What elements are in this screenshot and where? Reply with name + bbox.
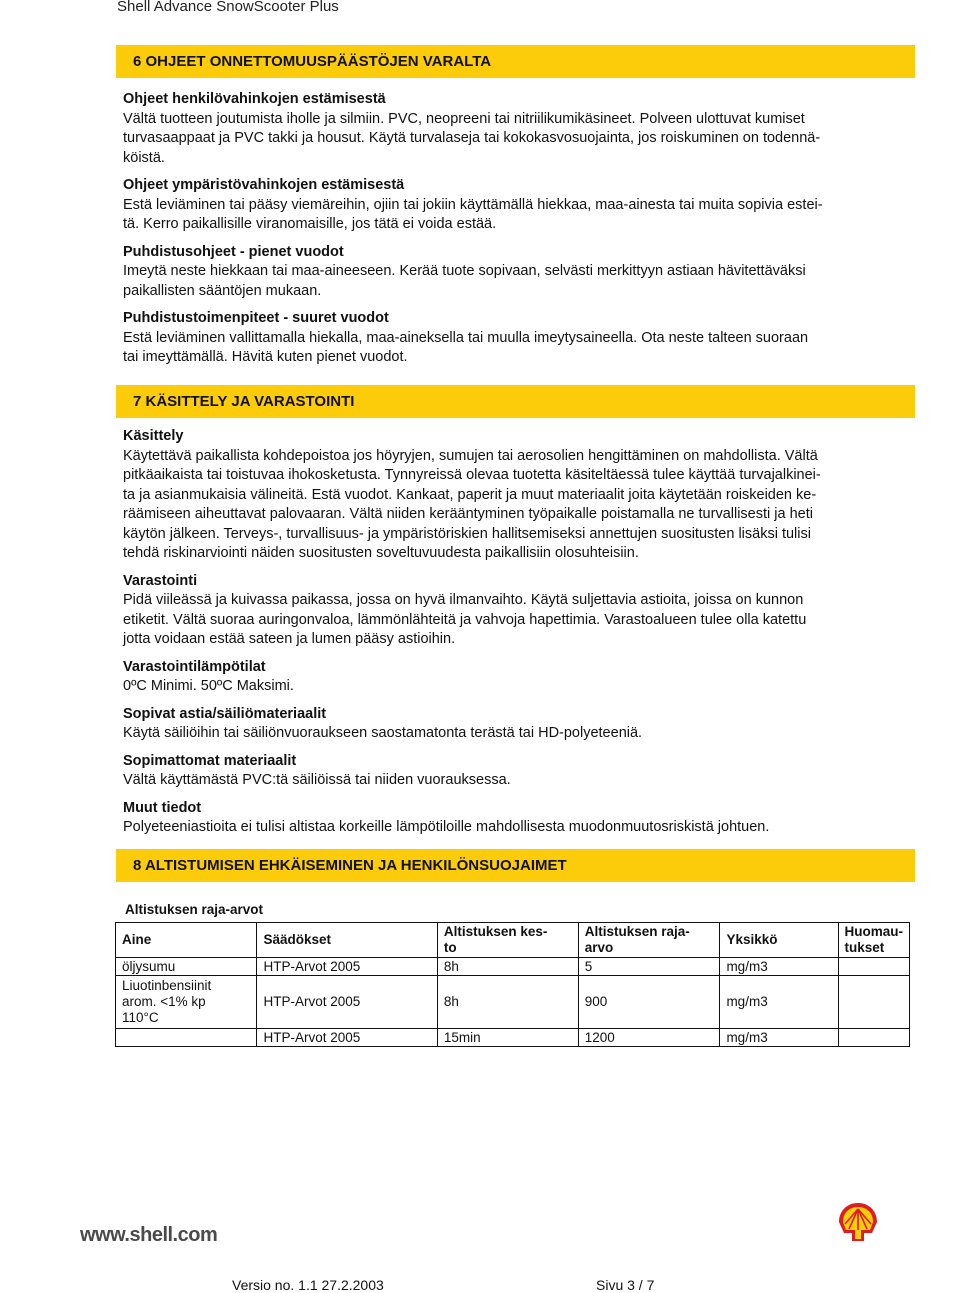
paragraph — [123, 110, 908, 169]
text-line: ta ja asianmukaisia välineitä. Estä vuodot. Kankaat, paperit ja muut materiaalit joita käytetään roiskeiden ke- — [123, 486, 817, 503]
subheading: Varastointilämpötilat — [123, 658, 266, 675]
paragraph — [123, 771, 908, 791]
table-cell: mg/m3 — [720, 1029, 838, 1047]
table-cell: 8h — [437, 976, 578, 1029]
table-cell — [838, 1029, 910, 1047]
document-title: Shell Advance SnowScooter Plus — [117, 0, 339, 15]
text-line: Estä leviäminen vallittamalla hiekalla, maa-aineksella tai muulla imeytysaineella. Ota neste talteen suoraan — [123, 329, 809, 346]
text-line: tehdä riskinarviointi näiden suositusten soveltuvuudesta paikallisiin olosuhteisiin. — [123, 545, 639, 561]
table-cell: öljysumu — [116, 958, 257, 976]
column-header: Aine — [116, 923, 257, 958]
paragraph — [123, 818, 908, 838]
footer-page-number: Sivu 3 / 7 — [596, 1277, 655, 1293]
text-line: Vältä tuotteen joutumista iholle ja silmiin. PVC, neopreeni tai nitriilikumikäsineet. Polveen ulottuvat kumiset — [123, 110, 805, 127]
subheading: Käsittely — [123, 428, 184, 444]
footer-version: Versio no. 1.1 27.2.2003 — [232, 1277, 384, 1293]
table-header-row — [116, 923, 910, 958]
exposure-limits-table — [115, 922, 910, 1047]
table-cell — [838, 976, 910, 1029]
table-cell: 15min — [437, 1029, 578, 1047]
table-row — [116, 976, 910, 1029]
subheading: Ohjeet henkilövahinkojen estämisestä — [123, 91, 386, 107]
table-cell: HTP-Arvot 2005 — [257, 976, 437, 1029]
text-line: käytön jälkeen. Terveys-, turvallisuus- ja ympäristöriskien hallitsemiseksi annettujen suositusten lisäksi tulisi — [123, 525, 811, 542]
paragraph — [123, 677, 908, 697]
text-line: turvasaappaat ja PVC takki ja housut. Käytä turvalaseja tai kokokasvosuojainta, jos roiskuminen on todennä- — [123, 130, 821, 146]
table-cell: Liuotinbensiinit arom. <1% kp 110°C — [116, 976, 257, 1029]
table-body — [116, 958, 910, 1047]
paragraph — [123, 591, 908, 650]
paragraph — [123, 262, 908, 301]
paragraph — [123, 329, 908, 368]
table-row — [116, 958, 910, 976]
subheading: Sopivat astia/säiliömateriaalit — [123, 705, 327, 722]
text-line: tä. Kerro paikallisille viranomaisille, jos tätä ei voida estää. — [123, 216, 497, 232]
text-line: Polyeteeniastioita ei tulisi altistaa korkeille lämpötiloille mahdollisesta muodonmuutosriskistä johtuen. — [123, 819, 770, 835]
paragraph — [123, 196, 908, 235]
table-cell: 1200 — [578, 1029, 720, 1047]
text-line: Pidä viileässä ja kuivassa paikassa, jossa on hyvä ilmanvaihto. Käytä suljettavia astioita, joissa on kunnon — [123, 592, 804, 608]
text-line: 0ºC Minimi. 50ºC Maksimi. — [123, 678, 294, 694]
website-logo-text: www.shell.com — [80, 1224, 218, 1246]
subheading: Puhdistustoimenpiteet - suuret vuodot — [123, 310, 389, 326]
table-cell: 900 — [578, 976, 720, 1029]
section-7-heading: 7 KÄSITTELY JA VARASTOINTI — [116, 385, 915, 418]
table-cell: mg/m3 — [720, 958, 838, 976]
subheading: Varastointi — [123, 572, 198, 589]
column-header: Yksikkö — [720, 923, 838, 958]
table-row — [116, 1029, 910, 1047]
table-cell — [116, 1029, 257, 1047]
table-cell: mg/m3 — [720, 976, 838, 1029]
table-cell — [838, 958, 910, 976]
subheading: Ohjeet ympäristövahinkojen estämisestä — [123, 177, 405, 193]
table-label: Altistuksen raja-arvot — [125, 902, 264, 917]
text-line: tai imeyttämällä. Hävitä kuten pienet vuodot. — [123, 349, 408, 365]
table-cell: 5 — [578, 958, 720, 976]
subheading: Puhdistusohjeet - pienet vuodot — [123, 243, 344, 260]
text-line: räämiseen aiheuttavat palovaaran. Vältä niiden kerääntyminen työpaikalle poistamalla ne turvallisesti ja heti — [123, 506, 813, 522]
subheading: Muut tiedot — [123, 799, 202, 816]
section-8-heading: 8 ALTISTUMISEN EHKÄISEMINEN JA HENKILÖNSUOJAIMET — [116, 849, 915, 882]
table-cell: HTP-Arvot 2005 — [257, 1029, 437, 1047]
text-line: Käytä säiliöihin tai säiliönvuoraukseen saostamatonta terästä tai HD-polyeteeniä. — [123, 725, 643, 741]
text-line: pitkäaikaista tai toistuvaa ihokosketusta. Tynnyreissä olevaa tuotetta käsiteltäessä tulee käyttää turvajalkinei- — [123, 467, 821, 483]
section-6-heading: 6 OHJEET ONNETTOMUUSPÄÄSTÖJEN VARALTA — [116, 45, 915, 78]
text-line: Käytettävä paikallista kohdepoistoa jos höyryjen, sumujen tai aerosolien hengittäminen on mahdollista. Vältä — [123, 447, 818, 464]
column-header: Altistuksen kes- to — [437, 923, 578, 958]
paragraph — [123, 724, 908, 744]
table-cell: 8h — [437, 958, 578, 976]
section-7-body — [123, 427, 908, 846]
section-6-body — [123, 90, 908, 376]
text-line: Imeytä neste hiekkaan tai maa-aineeseen. Kerää tuote sopivaan, selvästi merkittyyn astiaan hävitettäväksi — [123, 263, 806, 279]
column-header: Säädökset — [257, 923, 437, 958]
subheading: Sopimattomat materiaalit — [123, 752, 297, 769]
column-header: Huomau- tukset — [838, 923, 910, 958]
text-line: Vältä käyttämästä PVC:tä säiliöissä tai niiden vuorauksessa. — [123, 772, 511, 788]
text-line: köistä. — [123, 149, 165, 166]
text-line: jotta voidaan estää sateen ja lumen pääsy astioihin. — [123, 631, 456, 647]
text-line: Estä leviäminen tai pääsy viemäreihin, ojiin tai jokiin käyttämällä hiekkaa, maa-ainesta tai muita sopivia estei- — [123, 196, 823, 213]
column-header: Altistuksen raja- arvo — [578, 923, 720, 958]
text-line: paikallisten sääntöjen mukaan. — [123, 282, 322, 299]
paragraph — [123, 447, 908, 564]
text-line: etiketit. Vältä suoraa auringonvaloa, lämmönlähteitä ja vahvoja hapettimia. Varastoalueen tulee olla katettu — [123, 611, 807, 628]
table-cell: HTP-Arvot 2005 — [257, 958, 437, 976]
shell-pecten-logo — [836, 1200, 880, 1244]
